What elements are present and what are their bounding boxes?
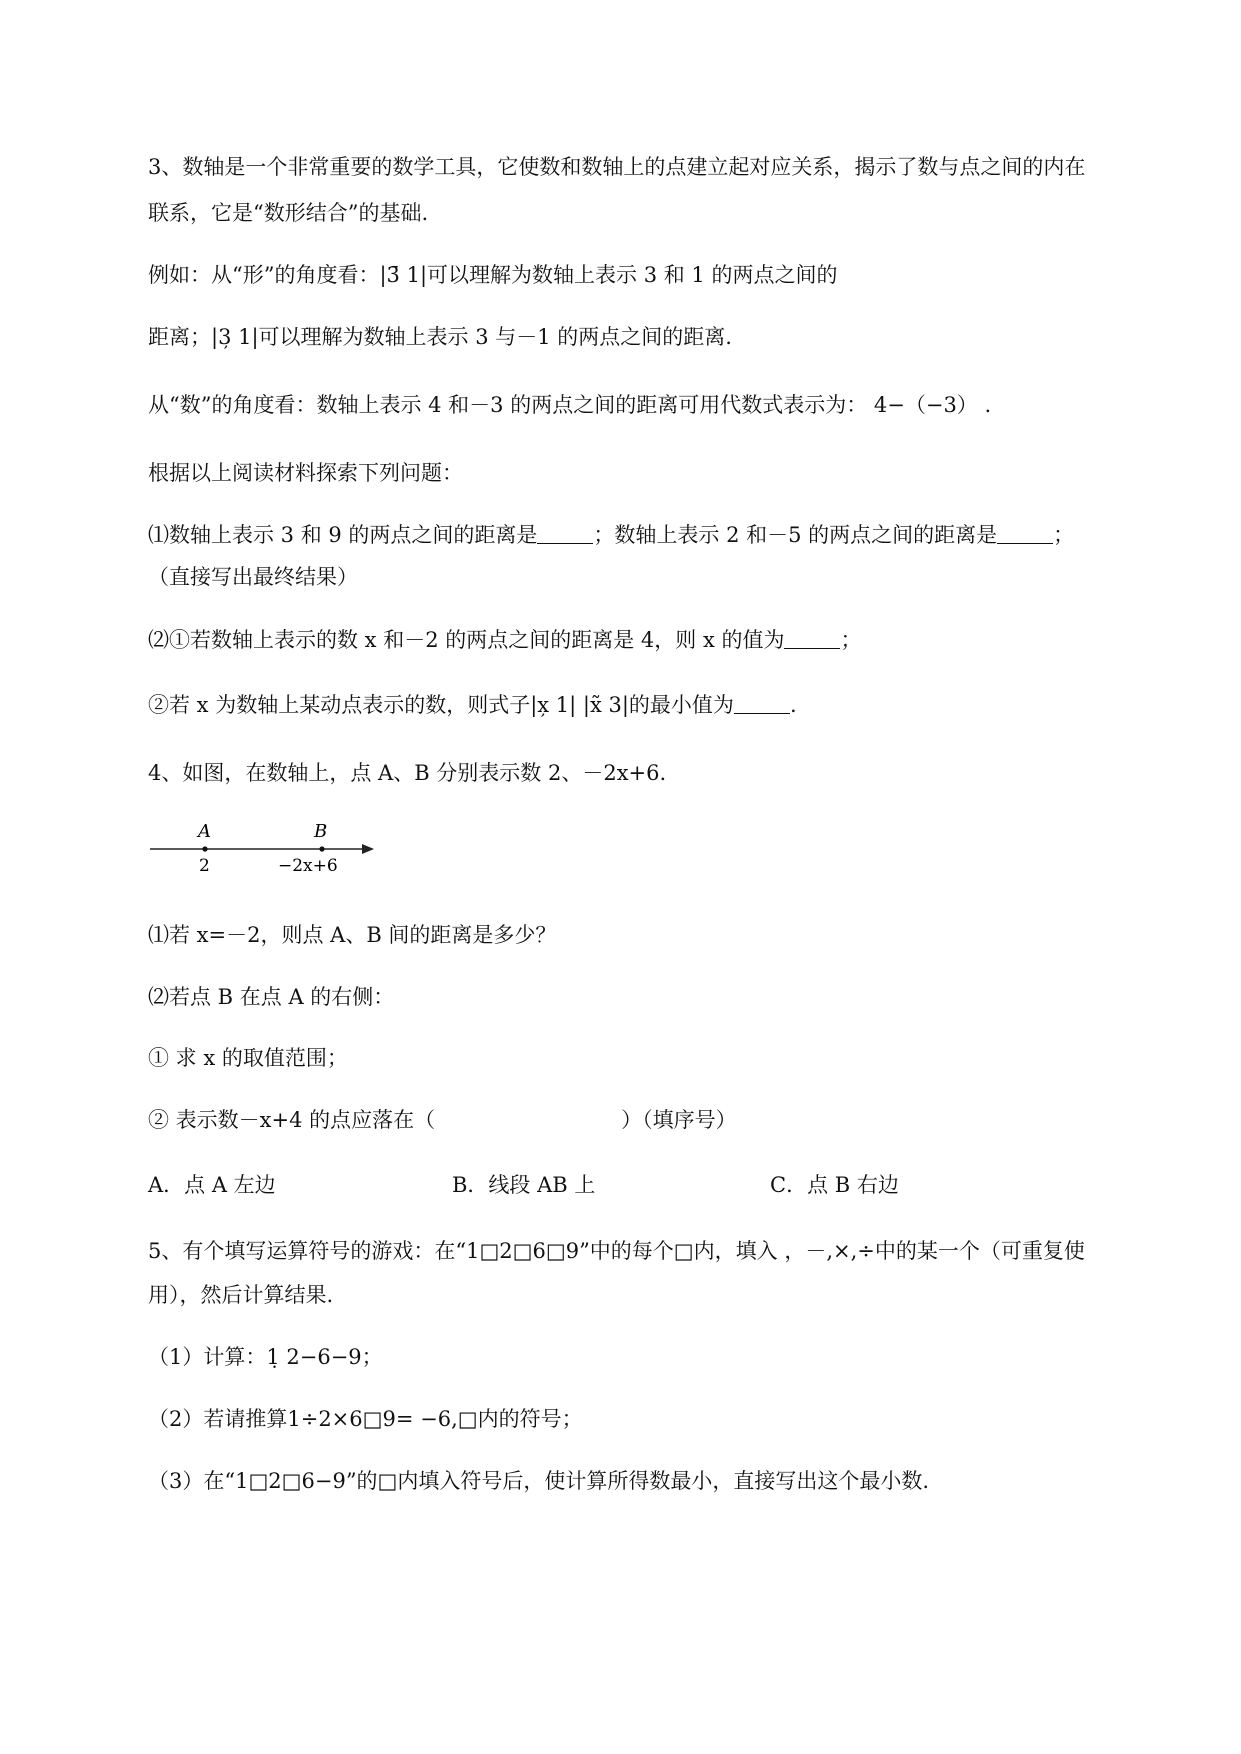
q5-part1: （1）计算：1̣ 2−6−9； xyxy=(148,1345,383,1369)
q3-part1-note: （直接写出最终结果） xyxy=(148,565,358,589)
q5-part2: （2）若请推算1÷2×6□9= −6,□内的符号； xyxy=(148,1407,583,1431)
q4-part2-item2-text-b: ）（填序号） xyxy=(621,1108,737,1132)
q3-number-view: 从“数”的角度看：数轴上表示 4 和－3 的两点之间的距离可用代数式表示为： 4−（−3） . xyxy=(148,393,992,417)
q3-part1 xyxy=(148,520,1074,550)
answer-blank xyxy=(784,626,840,649)
q3-part2-second-text-a: ②若 x 为数轴上某动点表示的数，则式子|x̦ 1| |x̃ 3|的最小值为 xyxy=(148,693,734,717)
q4-part2: ⑵若点 B 在点 A 的右侧： xyxy=(148,985,395,1009)
q3-part2-text-a: ⑵①若数轴上表示的数 x 和－2 的两点之间的距离是 4，则 x 的值为 xyxy=(148,628,785,652)
q3-example-line1: 例如：从“形”的角度看：|3̄ 1|可以理解为数轴上表示 3 和 1 的两点之间的 xyxy=(148,263,838,287)
point-a-label: A xyxy=(198,821,211,842)
q4-part2-item1: ① 求 x 的取值范围； xyxy=(148,1046,348,1070)
q3-part2-text-b: ； xyxy=(840,628,862,652)
q3-part1-text-a: ⑴数轴上表示 3 和 9 的两点之间的距离是 xyxy=(148,523,538,547)
option-b: B．线段 AB 上 xyxy=(452,1173,596,1197)
q3-explore: 根据以上阅读材料探索下列问题： xyxy=(148,461,463,485)
answer-blank xyxy=(997,521,1053,544)
point-b-label: B xyxy=(314,821,328,842)
q3-intro-line2: 联系，它是“数形结合”的基础. xyxy=(148,201,429,225)
q3-part2-second xyxy=(148,690,797,720)
q3-part1-text-c: ； xyxy=(1053,523,1075,547)
option-c: C．点 B 右边 xyxy=(770,1173,899,1197)
q3-part2 xyxy=(148,625,861,655)
q4-part1: ⑴若 x=－2，则点 A、B 间的距离是多少？ xyxy=(148,923,557,947)
answer-blank xyxy=(537,521,593,544)
q5-intro-line1: 5、有个填写运算符号的游戏：在“1□2□6□9”中的每个□内，填入 ，－,×,÷中的某一个（可重复使 xyxy=(148,1239,1085,1263)
q3-intro-line1: 3、数轴是一个非常重要的数学工具，它使数和数轴上的点建立起对应关系，揭示了数与点之间的内在 xyxy=(148,155,1086,179)
answer-blank xyxy=(734,691,790,714)
q5-intro-line2: 用），然后计算结果. xyxy=(148,1283,334,1307)
q5-part3: （3）在“1□2□6−9”的□内填入符号后，使计算所得数最小，直接写出这个最小数. xyxy=(148,1469,930,1493)
point-b-value: −2x+6 xyxy=(278,856,338,876)
q4-part2-item2 xyxy=(148,1105,737,1135)
q3-example-line2: 距离；|3̦ 1|可以理解为数轴上表示 3 与－1 的两点之间的距离. xyxy=(148,325,732,349)
point-b-dot xyxy=(319,846,324,851)
q3-part2-second-text-b: . xyxy=(789,693,797,717)
q4-intro: 4、如图，在数轴上，点 A、B 分别表示数 2、－2x+6. xyxy=(148,761,667,785)
number-line-figure xyxy=(148,815,388,877)
q4-part2-item2-text-a: ② 表示数－x+4 的点应落在（ xyxy=(148,1108,436,1132)
option-a: A．点 A 左边 xyxy=(148,1173,276,1197)
point-a-dot xyxy=(202,846,207,851)
q3-part1-text-b: ；数轴上表示 2 和－5 的两点之间的距离是 xyxy=(593,523,998,547)
point-a-value: 2 xyxy=(199,856,210,876)
arrow-right-icon xyxy=(362,844,374,854)
